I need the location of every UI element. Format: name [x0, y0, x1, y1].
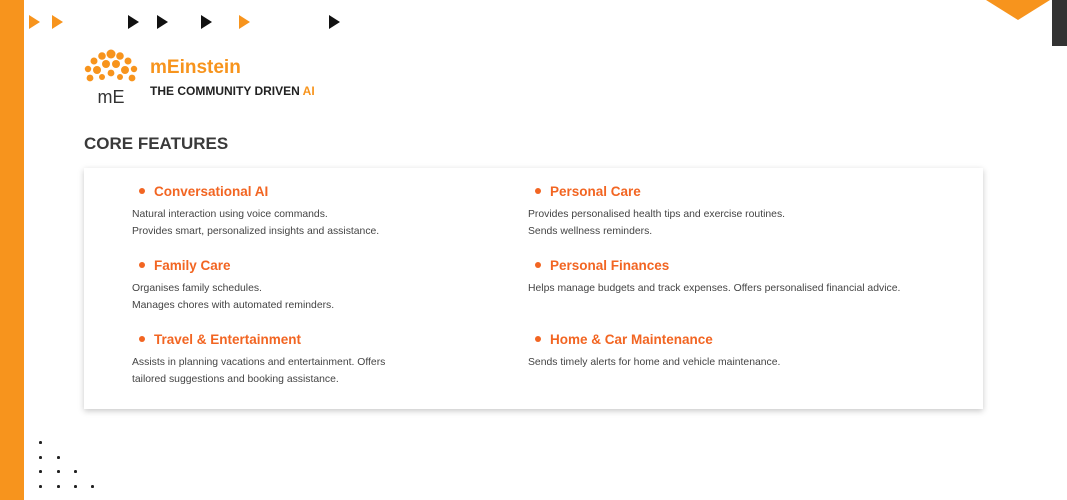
feature-description-line: Provides personalised health tips and exercise routines.	[528, 209, 786, 220]
feature-description-line: Sends wellness reminders.	[528, 226, 653, 237]
feature-item	[132, 258, 334, 314]
tree-logo-icon	[82, 48, 140, 106]
feature-description-line: tailored suggestions and booking assistance.	[132, 374, 339, 385]
feature-description-line: Sends timely alerts for home and vehicle maintenance.	[528, 357, 781, 368]
bullet-dot-icon	[535, 262, 541, 268]
feature-item	[528, 332, 780, 371]
feature-description-line: Helps manage budgets and track expenses. Offers personalised financial advice.	[528, 283, 901, 294]
play-arrow-icon	[52, 15, 63, 29]
feature-description-line: Natural interaction using voice commands.	[132, 209, 328, 220]
bullet-dot-icon	[535, 188, 541, 194]
feature-description-line: Provides smart, personalized insights and assistance.	[132, 226, 380, 237]
corner-triangle-decoration	[986, 0, 1050, 20]
feature-title: Travel & Entertainment	[154, 332, 302, 347]
tagline-main: THE COMMUNITY DRIVEN	[150, 84, 303, 98]
feature-item	[132, 332, 385, 388]
feature-description-line: Organises family schedules.	[132, 283, 262, 294]
corner-dark-tab	[1052, 0, 1067, 46]
bullet-dot-icon	[139, 188, 145, 194]
brand-name: mEinstein	[150, 57, 241, 78]
section-title: CORE FEATURES	[84, 134, 229, 153]
feature-title: Conversational AI	[154, 184, 269, 199]
orange-side-bar	[0, 0, 24, 500]
play-arrow-icon	[29, 15, 40, 29]
feature-item	[528, 258, 900, 297]
feature-title: Personal Care	[550, 184, 641, 199]
feature-description-line: Manages chores with automated reminders.	[132, 300, 335, 311]
logo-text: mE	[97, 87, 125, 106]
play-arrow-icon	[157, 15, 168, 29]
feature-description-line: Assists in planning vacations and entertainment. Offers	[132, 357, 386, 368]
bullet-dot-icon	[139, 262, 145, 268]
feature-item	[132, 184, 379, 240]
feature-item	[528, 184, 785, 240]
bullet-dot-icon	[535, 336, 541, 342]
features-card	[84, 168, 983, 409]
feature-title: Personal Finances	[550, 258, 670, 273]
play-arrow-icon	[329, 15, 340, 29]
feature-title: Family Care	[154, 258, 231, 273]
play-arrow-icon	[128, 15, 139, 29]
tagline-accent: AI	[302, 84, 315, 98]
play-arrow-icon	[201, 15, 212, 29]
bullet-dot-icon	[139, 336, 145, 342]
feature-title: Home & Car Maintenance	[550, 332, 713, 347]
tagline	[150, 84, 315, 98]
play-arrow-icon	[239, 15, 250, 29]
